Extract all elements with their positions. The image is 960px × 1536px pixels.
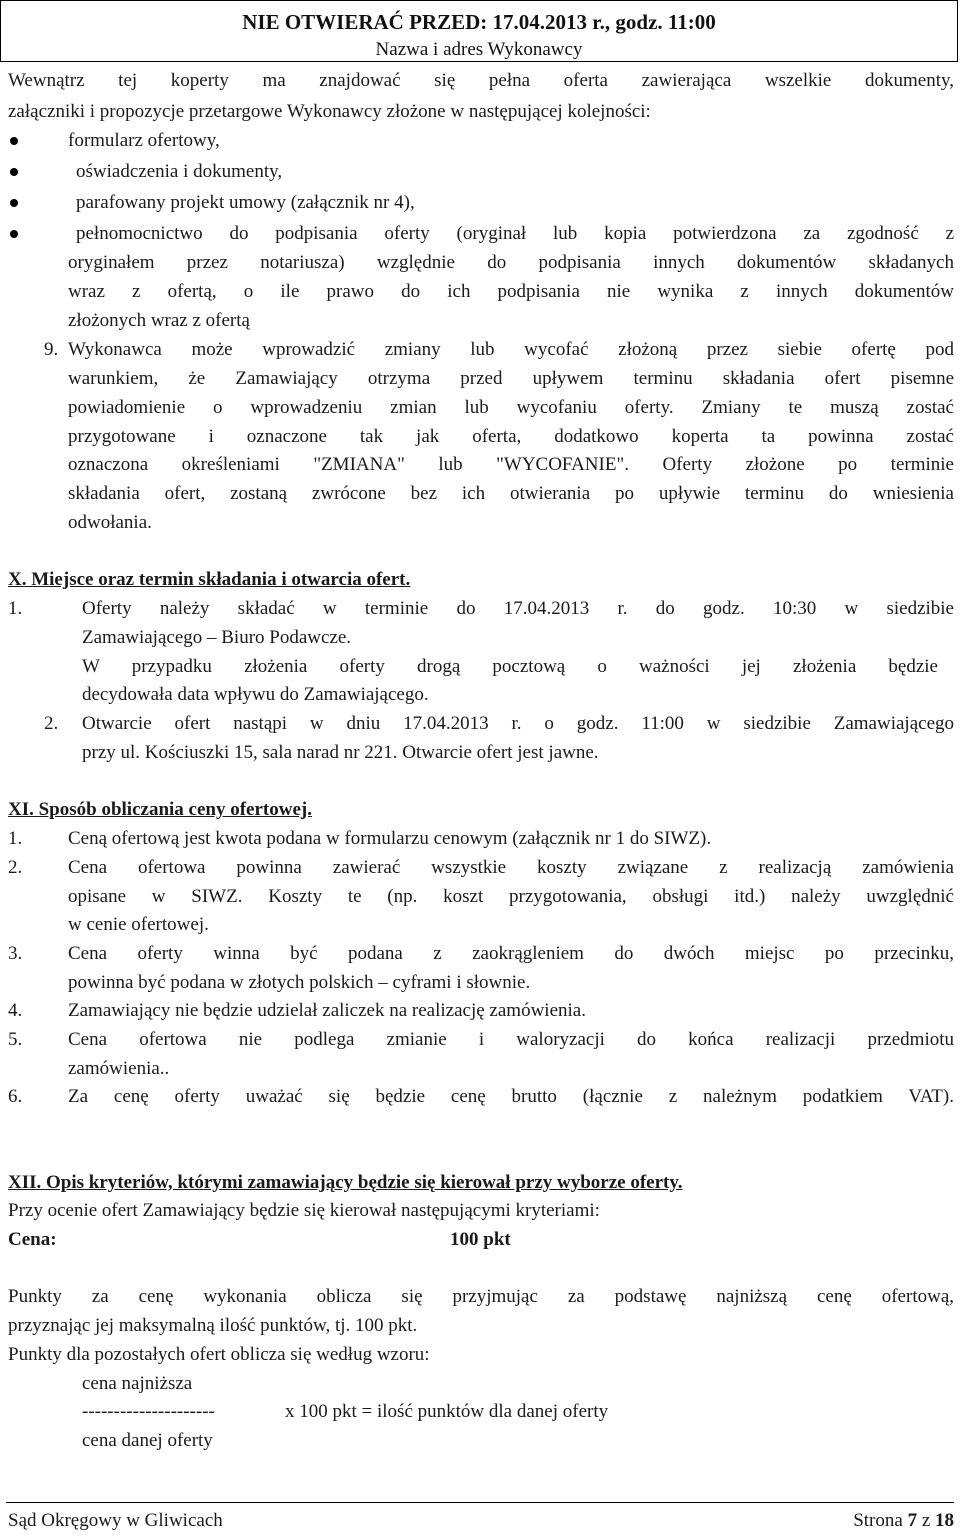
- envelope-subtitle: Nazwa i adres Wykonawcy: [375, 39, 583, 60]
- page-label: Strona: [853, 1510, 903, 1531]
- paragraph-number: 9.: [44, 339, 59, 360]
- bullet-item: formularz ofertowy,: [68, 130, 220, 151]
- criteria-intro: Przy ocenie ofert Zamawiający będzie się kierował następującymi kryteriami:: [8, 1200, 600, 1221]
- list-item-line: Cena ofertowa powinna zawierać wszystkie koszty związane z realizacją zamówienia: [68, 857, 954, 878]
- intro-line-1: Wewnątrz tej koperty ma znajdować się pełna oferta zawierająca wszelkie dokumenty,: [8, 70, 954, 91]
- list-item-line: przy ul. Kościuszki 15, sala narad nr 221. Otwarcie ofert jest jawne.: [82, 742, 599, 763]
- page-of: z: [921, 1510, 931, 1531]
- list-item-line: decydowała data wpływu do Zamawiającego.: [82, 684, 429, 705]
- paragraph-line: przygotowane i oznaczone tak jak oferta, dodatkowo koperta ta powinna zostać: [68, 426, 954, 447]
- bullet-item-continued: wraz z ofertą, o ile prawo do ich podpisania nie wynika z innych dokumentów: [68, 281, 954, 302]
- formula-intro: Punkty dla pozostałych ofert oblicza się według wzoru:: [8, 1344, 430, 1365]
- list-item-line: Otwarcie ofert nastąpi w dniu 17.04.2013 r. o godz. 11:00 w siedzibie Zamawiającego: [82, 713, 954, 734]
- section-heading-xii: XII. Opis kryteriów, którymi zamawiający będzie się kierował przy wyborze oferty.: [8, 1172, 683, 1193]
- bullet-item: parafowany projekt umowy (załącznik nr 4),: [76, 192, 415, 213]
- bullet-dot: [10, 168, 18, 176]
- footer-divider: [6, 1502, 954, 1503]
- bullet-dot: [10, 230, 18, 238]
- criterion-label: Cena:: [8, 1229, 57, 1250]
- formula-numerator: cena najniższa: [82, 1373, 193, 1394]
- formula-denominator: cena danej oferty: [82, 1430, 213, 1451]
- paragraph-line: oznaczona określeniami "ZMIANA" lub "WYCOFANIE". Oferty złożone po terminie: [68, 454, 954, 475]
- paragraph-line: odwołania.: [68, 512, 152, 533]
- list-item-line: zamówienia..: [68, 1058, 170, 1079]
- list-item-line: opisane w SIWZ. Koszty te (np. koszt przygotowania, obsługi itd.) należy uwzględnić: [68, 886, 954, 907]
- paragraph-line: powiadomienie o wprowadzeniu zmian lub wycofaniu oferty. Zmiany te muszą zostać: [68, 397, 954, 418]
- list-item-line: Cena oferty winna być podana z zaokrągleniem do dwóch miejsc po przecinku,: [68, 943, 954, 964]
- list-number: 1.: [8, 828, 23, 849]
- bullet-item: pełnomocnictwo do podpisania oferty (oryginał lub kopia potwierdzona za zgodność z: [76, 223, 954, 244]
- paragraph-line: składania ofert, zostaną zwrócone bez ich otwierania po upływie terminu do wniesienia: [68, 483, 954, 504]
- list-item-line: powinna być podana w złotych polskich – cyframi i słownie.: [68, 972, 531, 993]
- scoring-paragraph-line: przyznając jej maksymalną ilość punktów, tj. 100 pkt.: [8, 1315, 418, 1336]
- intro-line-2: załączniki i propozycje przetargowe Wykonawcy złożone w następującej kolejności:: [8, 101, 651, 122]
- bullet-item: oświadczenia i dokumenty,: [76, 161, 283, 182]
- formula-result: x 100 pkt = ilość punktów dla danej oferty: [285, 1401, 609, 1422]
- list-number: 6.: [8, 1086, 23, 1107]
- section-heading-xi: XI. Sposób obliczania ceny ofertowej.: [8, 799, 312, 820]
- list-number: 1.: [8, 598, 23, 619]
- list-number: 4.: [8, 1000, 23, 1021]
- criterion-value: 100 pkt: [450, 1229, 511, 1250]
- list-item-line: W przypadku złożenia oferty drogą pocztową o ważności jej złożenia będzie: [82, 656, 938, 677]
- bullet-dot: [10, 137, 18, 145]
- list-item-line: w cenie ofertowej.: [68, 914, 209, 935]
- footer-court-name: Sąd Okręgowy w Gliwicach: [8, 1510, 223, 1531]
- bullet-item-continued: oryginałem przez notariusza) względnie do podpisania innych dokumentów składanych: [68, 252, 954, 273]
- list-number: 3.: [8, 943, 23, 964]
- list-number: 5.: [8, 1029, 23, 1050]
- list-item-line: Oferty należy składać w terminie do 17.04.2013 r. do godz. 10:30 w siedzibie: [82, 598, 954, 619]
- list-item-line: Cena ofertowa nie podlega zmianie i waloryzacji do końca realizacji przedmiotu: [68, 1029, 954, 1050]
- envelope-title: NIE OTWIERAĆ PRZED: 17.04.2013 r., godz. 11:00: [242, 10, 716, 34]
- scoring-paragraph-line: Punkty za cenę wykonania oblicza się przyjmując za podstawę najniższą cenę ofertową,: [8, 1286, 954, 1307]
- list-item-line: Zamawiający nie będzie udzielał zaliczek na realizację zamówienia.: [68, 1000, 586, 1021]
- total-pages: 18: [935, 1510, 954, 1531]
- paragraph-line: warunkiem, że Zamawiający otrzyma przed upływem terminu składania ofert pisemne: [68, 368, 954, 389]
- footer-page-number: [853, 1510, 954, 1532]
- envelope-header-box: [0, 0, 958, 62]
- list-item-line: Zamawiającego – Biuro Podawcze.: [82, 627, 352, 648]
- current-page: 7: [907, 1510, 918, 1531]
- list-number: 2.: [8, 857, 23, 878]
- formula-fraction-bar: ---------------------: [82, 1401, 215, 1422]
- bullet-item-continued: złożonych wraz z ofertą: [68, 310, 250, 331]
- list-item-line: Ceną ofertową jest kwota podana w formularzu cenowym (załącznik nr 1 do SIWZ).: [68, 828, 712, 849]
- list-item-line: Za cenę oferty uważać się będzie cenę brutto (łącznie z należnym podatkiem VAT).: [68, 1086, 954, 1107]
- bullet-dot: [10, 199, 18, 207]
- paragraph-line: Wykonawca może wprowadzić zmiany lub wycofać złożoną przez siebie ofertę pod: [68, 339, 954, 360]
- section-heading-x: X. Miejsce oraz termin składania i otwarcia ofert.: [8, 569, 411, 590]
- list-number: 2.: [44, 713, 59, 734]
